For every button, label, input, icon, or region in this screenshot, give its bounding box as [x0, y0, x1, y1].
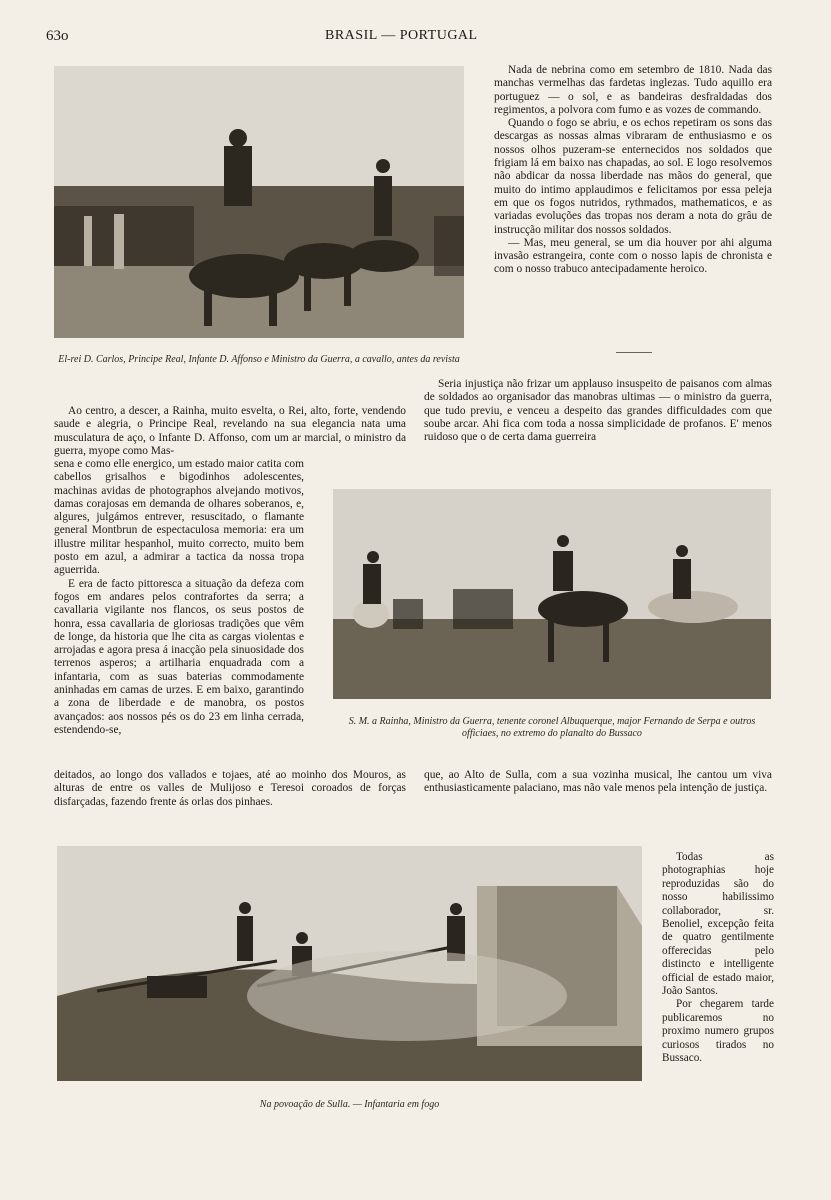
paragraph: Seria injustiça não frizar um applauso insuspeito de paisanos com almas de soldados ao organisador das manobras ultimas — o ministro da guerra, que tudo previu, e venceu a despeito das grandes difficuldades com que soube arcar. Ahi fica com toda a nossa simplicidade de profanos. E' menos ruidoso que o de certa dama guerreira	[424, 378, 772, 444]
paragraph: Quando o fogo se abriu, e os echos repetiram os sons das descargas as nossas almas vibraram de enthusiasmo e os nossos olhos puzeram-se enternecidos nos soldados que frigiam lá em baixo nas chapadas, ao sol. E logo resolvemos não abdicar da nossa liberdade nas mãos do general, que muito do intimo applaudimos e felicitamos por essa peleja em que os fogos nutridos, rythmados, mathematicos, e as variadas evoluções das tropas nos deram a nota do grâu de instrucção militar dos nossos soldados.	[494, 117, 772, 236]
horsemen-photo-icon	[54, 66, 464, 338]
paragraph: que, ao Alto de Sulla, com a sua vozinha musical, lhe cantou um viva enthusiasticamente palaciano, mas não vale menos pela intenção de justiça.	[424, 769, 772, 795]
paragraph: E era de facto pittoresca a situação da defeza com fogos em andares pelos contrafortes da serra; a cavallaria vigilante nos flancos, os seus postos de honra, essa cavallaria de gloriosas tradições que vêm de longe, da historia que lhe cita as cargas violentas e arrojadas e agora presa á inacção pela sinuosidade dos terrenos asperos; a artilharia enquadrada com a infantaria, com as suas baterias commodamente aninhadas em camas de urzes. E em baixo, garantindo a zona de liberdade e de manobra, os postos avançados: aos nossos pés os do 23 em linha cerrada, estendendo-se,	[54, 577, 304, 736]
photo-infantry-firing	[57, 846, 642, 1081]
article-right-column-mid	[424, 378, 772, 444]
photo2-caption: S. M. a Rainha, Ministro da Guerra, tenente coronel Albuquerque, major Fernando de Serpa e outros officiaes, no extremo do planalto do Bussaco	[348, 716, 756, 739]
paragraph: — Mas, meu general, se um dia houver por ahi alguma invasão estrangeira, conte com o nosso lapis de chronista e com o nosso trabuco antecipadamente heroico.	[494, 236, 772, 276]
article-left-narrow-column	[54, 458, 304, 737]
photo-queen-and-officers	[333, 489, 771, 699]
page-number: 63o	[46, 28, 69, 44]
article-left-bottom	[54, 769, 406, 809]
cavalry-officers-photo-icon	[333, 489, 771, 699]
photo3-caption: Na povoação de Sulla. — Infantaria em fogo	[259, 1099, 440, 1110]
running-title: BRASIL — PORTUGAL	[325, 28, 478, 43]
article-left-intro	[54, 405, 406, 458]
paragraph: Nada de nebrina como em setembro de 1810. Nada das manchas vermelhas das fardetas inglezas. Tudo aquillo era portuguez — o sol, e as bandeiras desfraldadas dos regimentos, a polvora com fumo e as vozes de commando.	[494, 64, 772, 116]
photo1-caption: El-rei D. Carlos, Principe Real, Infante D. Affonso e Ministro da Guerra, a cavallo, antes da revista	[58, 354, 460, 365]
photo-king-on-horseback	[54, 66, 464, 338]
article-right-bottom	[424, 769, 772, 796]
paragraph: Por chegarem tarde publicaremos no proximo numero grupos curiosos tirados no Bussaco.	[662, 998, 774, 1065]
paragraph: deitados, ao longo dos vallados e tojaes, até ao moinho dos Mouros, as alturas de entre os valles de Mulijoso e Teresoi coroados de forças disfarçadas, fazendo frente ás orlas dos pinhaes.	[54, 769, 406, 808]
section-divider	[616, 352, 652, 353]
photo-credits-note	[662, 851, 774, 1066]
paragraph: Ao centro, a descer, a Rainha, muito esvelta, o Rei, alto, forte, vendendo saude e alegria, o Principe Real, revelando na sua elegancia nata uma musculatura de aço, o Infante D. Affonso, com um ar marcial, o ministro da guerra, myope como Mas-	[54, 405, 406, 457]
paragraph: sena e como elle energico, um estado maior catita com cabellos grisalhos e bigodinhos adolescentes, machinas avidas de photographos alvejando motivos, damas corajosas em demanda de olhares soberanos, e, algures, julgámos entrever, resuscitado, o flamante general Montbrun de espectaculosa memoria: era um illustre militar hespanhol, muito correcto, muito bem posto em azul, a admirar a tactica da nossa tropa aguerrida.	[54, 458, 304, 577]
paragraph: Todas as photographias hoje reproduzidas são do nosso habilissimo collaborador, sr. Benoliel, excepção feita de quatro gentilmente offerecidas pelo distincto e intelligente official de estado maior, João Santos.	[662, 851, 774, 998]
article-right-column-top	[494, 64, 772, 277]
infantry-firing-photo-icon	[57, 846, 642, 1081]
